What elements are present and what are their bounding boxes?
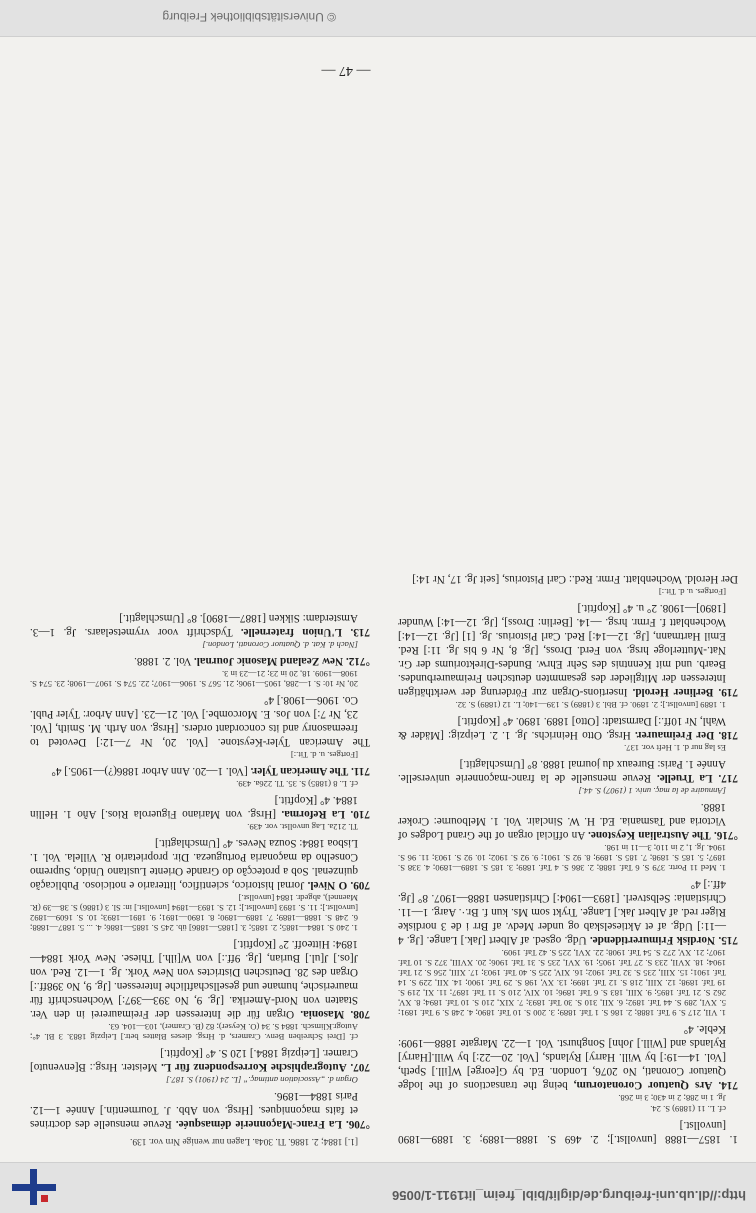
copyright-notice: © Universitätsbibliothek Freiburg	[162, 10, 336, 24]
entry-note: 1. Med 11 Portr. 379 S. 6 Taf. 1888; 2. 386 S. 4 Taf. 1889; 3. 185 S. 1889—1890; 4. 338 S. 1897; 5. 185 S. 1898; 7. 185 S. 1899; 8. 92 S. 1901; 9. 92 S. 1902; 10. 92 S. 1903; 11. 96 S. 1904. Jg. 1, 2 in 110; 3—11 in 198.	[398, 843, 726, 873]
entry-text: An official organ of the Grand Lodges of Victoria and Tasmania. Ed. H. W. Sinclair. Vol. 1. Melbourne: Croker 1888.	[398, 801, 726, 841]
entry-note: Tl. 212a. Lag unvollst. vor. 439.	[247, 822, 358, 832]
entry-title: Ars Quatuor Coronatorum,	[573, 1079, 713, 1091]
entry-title: La Franc-Maçonnerie démasquée.	[175, 1118, 342, 1130]
entry-text: Vol. 2. 1888.	[134, 655, 192, 667]
bibliography-entry	[30, 836, 370, 892]
entry-text: Hrsg. Otto Heinrichs. Jg. 1. 2. Leipzig: [Mäder & Wahl, Nr 10ff.:] Darmstadt: [Otto] 1889. 1890. 4° [Kopftit.]	[397, 715, 726, 741]
entry-text: The American Tyler-Keystone. [Vol. 20, Nr 7—12:] Devoted to freemasonry and its concordant orders. [Hrsg. von Arth. M. Smith, [Vol. 23, Nr 7:] von Jos. E. Morcombe.] Vol. 21—23. [Ann Arbor: Tyler Publ. Co. 1906—1908.] 4°	[30, 694, 370, 748]
entry-text: Der Herold. Wochenblatt. Frmr. Red.: Carl Pistorius, [seit Jg. 17, Nr 14:]	[412, 573, 738, 585]
entry-title: Autographische Korrespondenz für L.	[161, 1061, 347, 1073]
bibliography-entry	[398, 1118, 738, 1146]
entry-title: L'Union fraternelle.	[240, 626, 343, 638]
entry-preamble: [1.] 1884; 2. 1886. Tl. 304a. Lagen nur wenige Nrn vor. 139.	[130, 1136, 358, 1146]
entry-text: Jornal historico, scientifico, litterario e noticioso. Publicação quinzenal. Sob a protecção do Grande Oriente Lusitano Unido, Supremo Conselho da maçonaria Portugueza. Dir. proprietario R. Villela. Vol. 1. Lisboa 1884: Souza Neves. 4° [Umschlagtit.]	[29, 837, 358, 891]
entry-title: La Truelle.	[656, 772, 713, 784]
source-url[interactable]: http://dl.ub.uni-freiburg.de/diglit/bibl_freim_lit1911-1/0056	[392, 1188, 746, 1203]
bibliography-entry	[398, 757, 738, 785]
bibliography-entry	[30, 654, 370, 668]
entry-title: Berliner Herold.	[632, 686, 714, 698]
entry-title: Nordisk Frimurertidende.	[589, 934, 716, 946]
entry-number: °716.	[713, 829, 738, 841]
entry-number: 714.	[718, 1079, 738, 1091]
bibliography-entry	[398, 1022, 738, 1092]
bibliography-entry	[30, 764, 370, 778]
bibliography-entry	[398, 601, 738, 699]
entry-title: The American Tyler.	[250, 765, 349, 777]
entry-text: Organ für die Interessen der Freimaurerei in den Ver. Staaten von Nord-Amerika. [Jg. 9, No 393—397:] Wochenschrift für maurerische, humane und gesellschaftliche Interessen. [Jg. 9, No 398ff.:] Organ des 28. Deutschen Districtes von New York. Jg. 1—12. Red. von J[os.] J[ul.] Burian, [Jg. 9ff.:] von W[ilh.] Thiese. New York 1884—1894: Hitteoff. 2° [Kopftit.]	[30, 938, 358, 1020]
entry-number: °712.	[345, 655, 370, 667]
entry-title: O Nivel.	[307, 879, 348, 891]
entry-number: 719.	[718, 686, 738, 698]
entry-note: Jg. 1 in 288; 2 in 430; 3 in 268.	[618, 1093, 726, 1103]
bibliography-entry	[398, 877, 738, 947]
entry-note: 1. 1889 [unvollst.]; 2. 1890. cf. Bbl. 3 (1889) S. 139—140; L. 12 (1889) S. 32.	[455, 700, 726, 710]
entry-title: New Zealand Masonic Journal.	[193, 655, 344, 667]
entry-text: Udg. ogsed. af Albert [Jak.] Lange. [Jg. 4—11:] Udg. af et Aktieselskab og under Medv. af Brr i de 3 nordiske Riger red. af Albert Jak.] Lange. Trykt som Ms. kun f. Br.·. Aarg. 1—11. Christiania: Selbstverl. [1893—1904:] Christiansen 1888—1907. 8° [Jg. 4ff.:] 4°	[397, 878, 726, 946]
entry-note: 20, Nr 10: S. 1—288, 1905—1906; 21. 567 S. 1906—1907; 22. 574 S. 1907—1908; 23. 574 S. 1908—1909. 18, 20 in 23; 21—23 in 3.	[30, 669, 358, 689]
bibliography-entry	[398, 714, 738, 742]
entry-number: 718.	[718, 729, 738, 741]
entry-number: °706.	[345, 1118, 370, 1130]
entry-text: [Vol. 1—20. Ann Arbor 1886(?)—1905.] 4°	[51, 765, 248, 777]
entry-note: [Fortges. u. d. Tit.:]	[658, 587, 726, 597]
entry-note: [Nach d. Kat. d. Quatuor Coronati, London.]	[202, 640, 358, 650]
bibliography-entry	[30, 793, 370, 821]
entry-number: 715.	[718, 934, 738, 946]
entry-note: cf. L. 8 (1885) S. 35. Tl. 226a. 439.	[236, 779, 358, 789]
entry-text: Meister. Hrsg.: B[envenuto] Cramer. [Leipzig 1884.] 120 S. 4° [Kopftit.]	[30, 1047, 358, 1073]
viewer-header-band	[0, 0, 756, 37]
entry-text: being the transactions of the lodge Quatuor Coronati, No 2076, London. Ed. by G[eorge] W[ill.] Speth, [Vol. 14—19:] by Will. Harry] Rylands, [Vol. 20—22:] by Will.[Harry] Rylands and [Will.] John] Songhurst. Vol. 1—22. Margate 1888—1909: Keble. 4°	[398, 1023, 726, 1091]
entry-title: The Australian Keystone.	[588, 829, 711, 841]
bibliography-entry	[398, 572, 738, 586]
entry-text: 1. 1857—1888 [unvollst.]; 2. 469 S. 1888—1889; 3. 1889—1890 [unvollst.]	[398, 1119, 738, 1145]
entry-text: Insertions-Organ zur Förderung der werkthätigen Interessen der Mitglieder des gesammten deutschen Freimaurerbundes. Bearb. und mit Kenntnis des Sehr Ehrw. Bundes-Direktoriums der Gr. Nat.-Mutterloge hrsg. von Ferd. Dross, [Jg. 8, Nr 6 bis Jg. 11:] Red. Emil Hartmann, [Jg. 12—14:] Red. Carl Pistorius. Jg. [1] [Jg. 12—14:] Wochenblatt f. Frmr. hrsg. —14. [Berlin: Dross], [Jg. 12—14:] Wunder [1890]—1908. 2° u. 4° [Kopftit.]	[397, 602, 726, 698]
entry-note: [Fortges. u. d. Tit.:]	[290, 750, 358, 760]
entry-title: Der Freimaurer.	[634, 729, 715, 741]
bibliography-entry	[398, 800, 738, 842]
entry-note: [Annuaire de la maç. univ. 1 (1907) S. 44.]	[578, 786, 726, 796]
entry-text: Tydschrift voor vrymetselaars. Jg. 1—3. Amsterdam: Sikken [1887—1890]. 8° [Umschlagtit.]	[29, 612, 358, 638]
entry-text: Revue mensuelle de la franc-maçonnerie universelle. Année 1. Paris: Bureaux du journal 1888. 8° [Umschlagtit.]	[397, 758, 726, 784]
entry-title: La Reforma.	[281, 808, 345, 820]
entry-title: Masonia.	[300, 1008, 345, 1020]
bibliography-entry	[30, 1046, 370, 1074]
entry-number: 713.	[350, 626, 370, 638]
bibliography-entry	[30, 611, 370, 639]
bibliography-entry	[30, 937, 370, 1021]
bibliography-entry	[30, 693, 370, 749]
entry-note: Es lag nur d. 1. Heft vor. 137.	[624, 743, 726, 753]
entry-text: Revue mensuelle des doctrines et faits maçonniques. [Hrsg. von Abb. J. Tourmentin.] Année 1—12. Paris 1884—1896.	[29, 1090, 358, 1130]
library-logo-icon	[12, 1169, 56, 1205]
entry-note: Organ d. „Association antimaç.“ [L. 24 (1901) S. 187.]	[166, 1075, 358, 1085]
entry-note: 1. VII, 217 S. 9 Taf. 1888; 2. 186 S. 1 Taf. 1889; 3. 200 S. 10 Taf. 1890; 4. 248 S. 9 Taf. 1891; 5. XVI, 289 S. 44 Taf. 1892; 6. XII, 310 S. 30 Taf. 1893; 7. XIX, 210 S. 10 Taf. 1894; 8. XV, 262 S. 21 Taf. 1895; 9. XIII, 183 S. 6 Taf. 1896; 10. XIV, 210 S. 11 Taf. 1897; 11. XI, 219 S. 19 Taf. 1898; 12. XIII, 218 S. 12 Taf. 1899; 13. XV, 198 S. 29 Taf. 1900; 14. XII, 229 S. 14 Taf. 1901; 15. XIII, 235 S. 32 Taf. 1902; 16. XIV, 225 S. 40 Taf. 1903; 17. XIII, 256 S. 21 Taf. 1904; 18. XVII, 233 S. 27 Taf. 1905; 19. XVI, 235 S. 31 Taf. 1906; 20. XVIII, 372 S. 10 Taf. 1907; 21. XV, 272 S. 54 Taf. 1908; 22. XVI, 225 S. 42 Taf. 1909.	[398, 948, 726, 1018]
entry-text: [Hrsg. von Mariano Figuerola Rios.] Año 1. Hellin 1884. 4° [Kopftit.]	[29, 794, 358, 820]
page-number: — 47 —	[321, 63, 371, 78]
entry-note: 1. 240 S. 1884—1885; 2. 1885; 3. [1885—1886] üb. 245 S. 1885—1886; 4. ... 5. 1887—1888; 6. 248 S. 1888—1889; 7. 1889—1890; 8. 1890—1891; 9. 1891—1893; 10. S. 1609—1892 [unvollst.]; 11. S. 1893 [unvollst.]; 12. S. 1893—1894 [unvollst.] in: Sl. 3 (1886) S. 38—39 (R. Maennel), abgedr. 1884 [unvollst.]	[30, 893, 358, 933]
entry-number: 710.	[350, 808, 370, 820]
entry-number: 717.	[718, 772, 738, 784]
entry-number: 707.	[350, 1061, 370, 1073]
right-column	[30, 607, 370, 1146]
entry-number: 711.	[351, 765, 370, 777]
viewer-footer-band	[0, 1162, 756, 1213]
bibliography-entry	[30, 1089, 370, 1131]
left-column	[398, 568, 738, 1146]
entry-note: cf. [Drei Schreiben Benv. Cramers, d. Hrsg. dieses Blattes betr.] Leipzig 1883. 3 Bl. 4°; Autogr.Klimsch. 1884 S. 34 (O. Keyser); 82 (B. Cramer), 103—104. 63.	[30, 1022, 358, 1042]
entry-number: 709.	[350, 879, 370, 891]
entry-note: cf. L. 11 (1889) S. 24.	[650, 1104, 726, 1114]
entry-number: 708.	[350, 1008, 370, 1020]
